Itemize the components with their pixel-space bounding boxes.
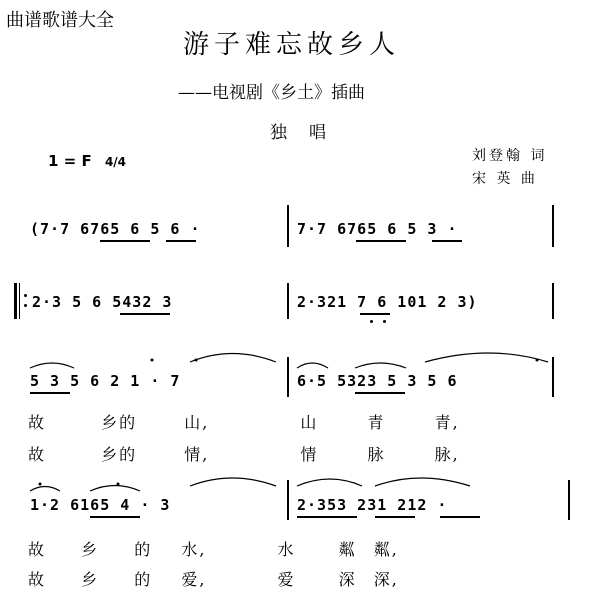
beam (90, 516, 140, 518)
beam (100, 240, 150, 242)
beam (297, 516, 357, 518)
notation-row2-measure2: 2·321 7 6 101 2 3) (297, 293, 478, 311)
slur (297, 479, 362, 486)
repeat-dot (24, 304, 27, 307)
notation-row2-measure1: 2·3 5 6 5432 3 (32, 293, 173, 311)
barline (568, 480, 570, 520)
song-subtitle: ——电视剧《乡土》插曲 (178, 83, 365, 103)
time-signature: 4/4 (104, 155, 127, 169)
repeat-barline-thin (19, 283, 20, 319)
composer-credit: 宋 英 曲 (472, 171, 538, 187)
lyric-verse1-line2: 故 乡 的 水, 水 粼 粼, (28, 540, 399, 559)
beam (360, 313, 390, 315)
beam (166, 240, 196, 242)
barline (287, 205, 289, 247)
slur (425, 353, 548, 362)
lyric-verse2-line1: 故 乡的 情, 情 脉 脉, (28, 445, 460, 464)
beam (30, 392, 70, 394)
barline (287, 357, 289, 397)
octave-dot (536, 359, 539, 362)
slur (30, 363, 74, 368)
lyric-verse1-line1: 故 乡的 山, 山 青 青, (28, 413, 460, 432)
repeat-dot (24, 294, 27, 297)
octave-dot (383, 320, 386, 323)
barline (287, 283, 289, 319)
song-title: 游子难忘故乡人 (183, 30, 401, 60)
lyricist-credit: 刘登翰 词 (472, 148, 548, 164)
beam (356, 240, 406, 242)
octave-dot (370, 320, 373, 323)
repeat-barline (14, 283, 17, 319)
watermark-text: 曲谱歌谱大全 (6, 10, 114, 31)
slur (297, 363, 328, 368)
barline (287, 480, 289, 520)
barline (552, 283, 554, 319)
beam (440, 516, 480, 518)
notation-row1-measure2: 7·7 6765 6 5 3 · (297, 220, 458, 238)
octave-dot (151, 359, 154, 362)
notation-row3-measure1: 5 3 5 6 2 1 · 7 (30, 372, 181, 390)
lyric-verse2-line2: 故 乡 的 爱, 爱 深 深, (28, 570, 399, 589)
beam (432, 240, 462, 242)
barline (552, 357, 554, 397)
key-value: 1 = F (48, 152, 92, 170)
notation-row1-measure1: (7·7 6765 6 5 6 · (30, 220, 201, 238)
notation-row3-measure2: 6·5 5323 5 3 5 6 (297, 372, 458, 390)
octave-dot (39, 483, 42, 486)
octave-dot (117, 483, 120, 486)
performance-type: 独唱 (270, 123, 348, 143)
notation-row4-measure1: 1·2 6165 4 · 3 (30, 496, 171, 514)
slur (375, 478, 470, 486)
slur (355, 363, 406, 368)
notation-row4-measure2: 2·353 231 212 · (297, 496, 448, 514)
octave-dot (195, 359, 198, 362)
beam (120, 313, 170, 315)
beam (355, 392, 405, 394)
key-signature (48, 152, 126, 170)
slur (30, 487, 60, 492)
beam (375, 516, 415, 518)
slur (190, 354, 276, 363)
barline (552, 205, 554, 247)
slur (90, 486, 140, 492)
slur (190, 478, 276, 486)
